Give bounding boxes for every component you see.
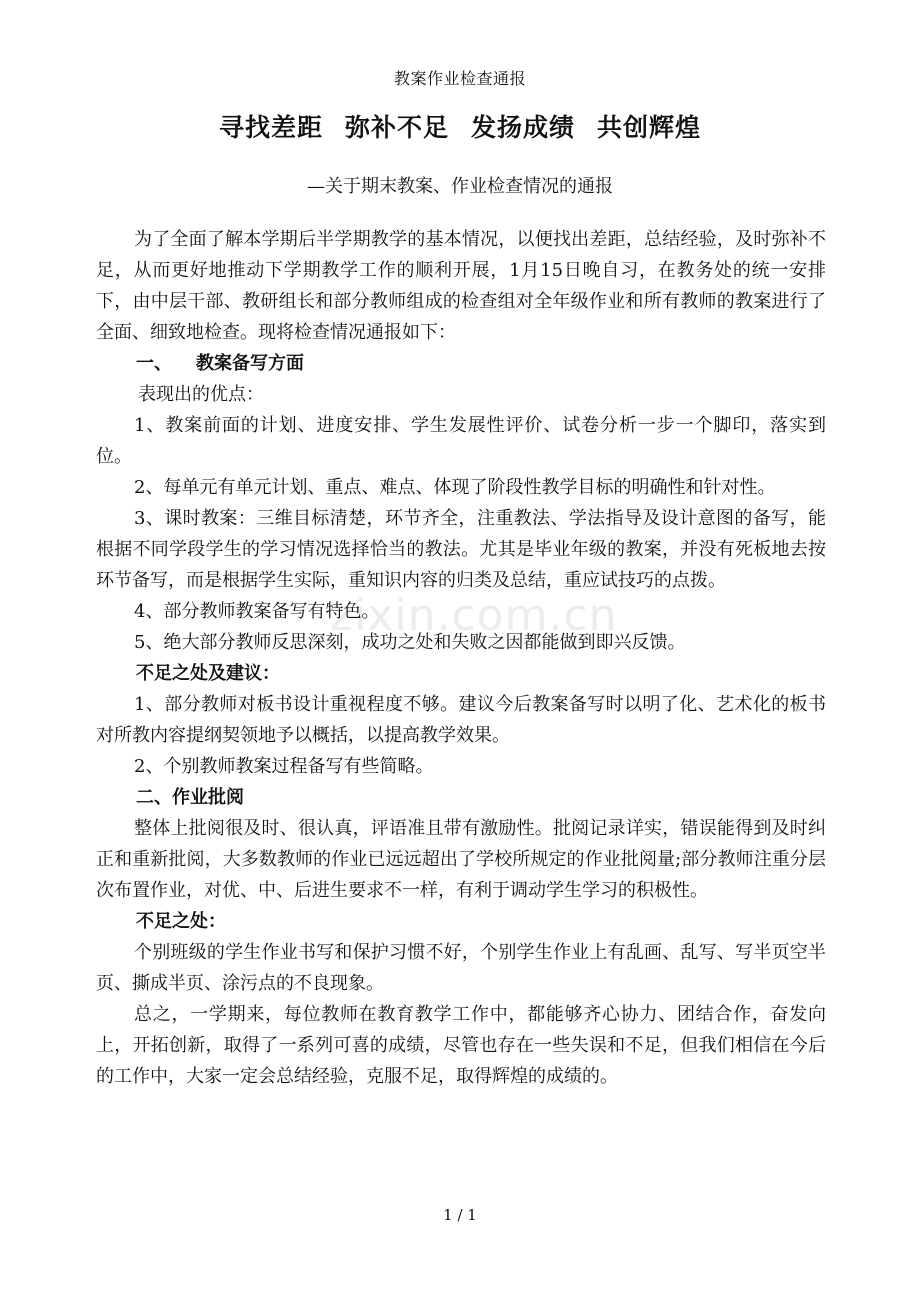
- conclusion-paragraph: 总之，一学期来，每位教师在教育教学工作中，都能够齐心协力、团结合作，奋发向上，开拓创新，取得了一系列可喜的成绩，尽管也存在一些失误和不足，但我们相信在今后的工作中，大家一定会总结经验，克服不足，取得辉煌的成绩的。: [96, 1004, 826, 1087]
- page-header: 教案作业检查通报: [393, 69, 526, 88]
- title-part-2: 弥补不足: [344, 113, 449, 142]
- section-2-weakness: 个别班级的学生作业书写和保护习惯不好，个别学生作业上有乱画、乱写、写半页空半页、撕成半页、涂污点的不良现象。: [96, 942, 826, 994]
- weakness-label: 不足之处及建议：: [136, 663, 280, 684]
- section-1-heading: [96, 348, 826, 379]
- section-2-heading: 二、作业批阅: [136, 787, 244, 808]
- strength-item: 1、教案前面的计划、进度安排、学生发展性评价、试卷分析一步一个脚印，落实到位。: [96, 415, 826, 467]
- section-2-body: 整体上批阅很及时、很认真，评语准且带有激励性。批阅记录详实，错误能得到及时纠正和重新批阅，大多数教师的作业已远远超出了学校所规定的作业批阅量;部分教师注重分层次布置作业，对优、中、后进生要求不一样，有利于调动学生学习的积极性。: [96, 818, 826, 901]
- intro-paragraph: 为了全面了解本学期后半学期教学的基本情况，以便找出差距，总结经验，及时弥补不足，从而更好地推动下学期教学工作的顺利开展，1月15日晚自习，在教务处的统一安排下，由中层干部、教研组长和部分教师组成的检查组对全年级作业和所有教师的教案进行了全面、细致地检查。现将检查情况通报如下：: [96, 229, 826, 343]
- title-part-4: 共创辉煌: [597, 113, 702, 142]
- weakness-item: 1、部分教师对板书设计重视程度不够。建议今后教案备写时以明了化、艺术化的板书对所教内容提纲契领地予以概括，以提高教学效果。: [96, 694, 826, 746]
- page-number: 1 / 1: [443, 1206, 477, 1224]
- section-1-title: 教案备写方面: [196, 353, 304, 374]
- section-2-weakness-label: 不足之处：: [136, 911, 226, 932]
- strengths-label: 表现出的优点：: [138, 384, 264, 405]
- watermark: zixin.com.cn: [330, 590, 618, 641]
- strength-item: 4、部分教师教案备写有特色。: [134, 601, 380, 622]
- strength-item: 5、绝大部分教师反思深刻，成功之处和失败之因都能做到即兴反馈。: [134, 632, 686, 653]
- title-part-3: 发扬成绩: [471, 113, 576, 142]
- document-body: [96, 224, 826, 1092]
- strength-item: 3、课时教案：三维目标清楚，环节齐全，注重教法、学法指导及设计意图的备写，能根据不同学段学生的学习情况选择恰当的教法。尤其是毕业年级的教案，并没有死板地去按环节备写，而是根据学生实际，重知识内容的归类及总结，重应试技巧的点拨。: [96, 508, 826, 591]
- weakness-item: 2、个别教师教案过程备写有些简略。: [134, 756, 434, 777]
- main-title: [0, 108, 920, 144]
- section-1-number: 一、: [136, 353, 172, 374]
- strength-item: 2、每单元有单元计划、重点、难点、体现了阶段性教学目标的明确性和针对性。: [134, 477, 776, 498]
- subtitle: —关于期末教案、作业检查情况的通报: [307, 176, 613, 197]
- title-part-1: 寻找差距: [218, 113, 323, 142]
